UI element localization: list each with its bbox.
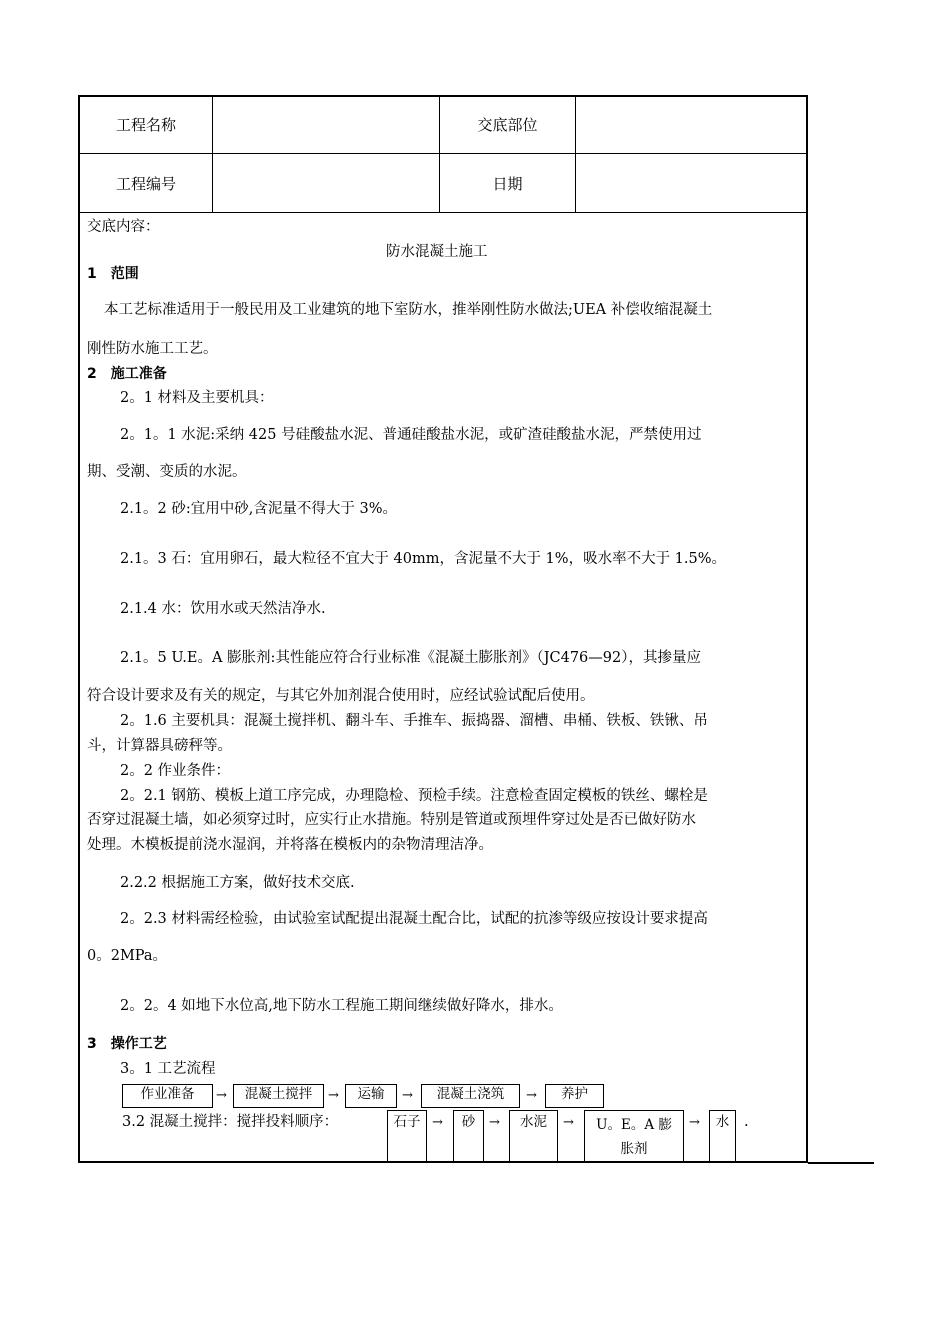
section-2-1-6-line1: 2。1.6 主要机具：混凝土搅拌机、翻斗车、手推车、振捣器、溜槽、串桶、铁板、铁锹、吊 [120,713,708,729]
section-2-2-1-line1: 2。2.1 钢筋、模板上道工序完成，办理隐检、预检手续。注意检查固定模板的铁丝、螺栓是 [120,788,708,804]
section-1-paragraph-line2: 刚性防水施工工艺。 [87,341,218,357]
flow1-step-3: 运输 [345,1084,397,1108]
section-2-1-4: 2.1.4 水：饮用水或天然洁净水. [120,601,326,617]
header-bottom-divider [79,212,808,213]
flow1-arrow-icon-1: → [216,1088,227,1103]
section-2-1-2: 2.1。2 砂:宜用中砂,含泥量不得大于 3%。 [120,501,397,517]
trailing-dot: . [744,1114,749,1130]
flow2-arrow-icon-2: → [489,1115,500,1130]
section-2-2-3-line1: 2。2.3 材料需经检验，由试验室试配提出混凝土配合比，试配的抗渗等级应按设计要求提高 [120,911,708,927]
section-2-2-3-line2: 0。2MPa。 [87,948,168,964]
date-label: 日期 [492,174,523,193]
section-2-2-1-line2: 否穿过混凝土墙，如必须穿过时，应实行止水措施。特别是管道或预埋件穿过处是否已做好防水 [87,812,696,828]
flow1-step-5: 养护 [545,1084,604,1108]
flow2-arrow-icon-4: → [689,1115,700,1130]
project-name-label: 工程名称 [115,116,176,134]
flow2-arrow-icon-1: → [432,1115,443,1130]
flow1-arrow-icon-2: → [328,1088,339,1103]
document-title: 防水混凝土施工 [386,244,488,260]
flow2-arrow-icon-3: → [563,1115,574,1130]
location-value [576,96,807,153]
flow2-step-4: U。E。A 膨胀剂 [584,1110,684,1162]
section-2-1-1-line1: 2。1。1 水泥:采纳 425 号硅酸盐水泥、普通硅酸盐水泥，或矿渣硅酸盐水泥，严禁使用过 [120,427,702,443]
section-3-1: 3。1 工艺流程 [120,1061,216,1077]
flow1-arrow-icon-4: → [526,1088,537,1103]
section-2-2-4: 2。2。4 如地下水位高,地下防水工程施工期间继续做好降水，排水。 [120,998,563,1014]
project-name-value [213,96,439,153]
section-2-2-2: 2.2.2 根据施工方案，做好技术交底. [120,875,355,891]
section-3-heading: 3 操作工艺 [87,1036,167,1052]
flow2-step-1: 石子 [387,1110,427,1162]
date-value [576,154,807,212]
flow1-arrow-icon-3: → [402,1088,413,1103]
content-intro: 交底内容： [87,219,160,235]
flow2-step-2: 砂 [453,1110,484,1162]
project-no-value [213,154,439,212]
section-2-2-1-line3: 处理。木模板提前浇水湿润，并将落在模板内的杂物清理洁净。 [87,837,493,853]
flow2-step-3: 水泥 [509,1110,558,1162]
section-2-2: 2。2 作业条件： [120,763,231,779]
project-no-label: 工程编号 [115,174,176,193]
section-2-1-3: 2.1。3 石：宜用卵石，最大粒径不宜大于 40mm，含泥量不大于 1%，吸水率不大于 1.5%。 [120,551,727,567]
bottom-line-extension [808,1162,874,1164]
section-3-2: 3.2 混凝土搅拌：搅拌投料顺序： [122,1114,339,1130]
flow2-step-5: 水 [709,1110,736,1162]
section-2-1: 2。1 材料及主要机具： [120,390,274,406]
section-2-1-1-line2: 期、受潮、变质的水泥。 [87,464,247,480]
section-2-heading: 2 施工准备 [87,366,167,382]
flow1-step-4: 混凝土浇筑 [421,1084,520,1108]
flow1-step-1: 作业准备 [122,1084,213,1108]
section-2-1-6-line2: 斗，计算器具磅秤等。 [87,738,232,754]
section-2-1-5-line1: 2.1。5 U.E。A 膨胀剂:其性能应符合行业标准《混凝土膨胀剂》（JC476—92），其掺量应 [120,650,701,666]
section-1-heading: 1 范围 [87,266,139,282]
flow1-step-2: 混凝土搅拌 [233,1084,324,1108]
section-2-1-5-line2: 符合设计要求及有关的规定，与其它外加剂混合使用时，应经试验试配后使用。 [87,688,595,704]
section-1-paragraph-line1: 本工艺标准适用于一般民用及工业建筑的地下室防水，推举刚性防水做法;UEA 补偿收缩混凝土 [104,302,713,318]
location-label: 交底部位 [477,116,538,134]
